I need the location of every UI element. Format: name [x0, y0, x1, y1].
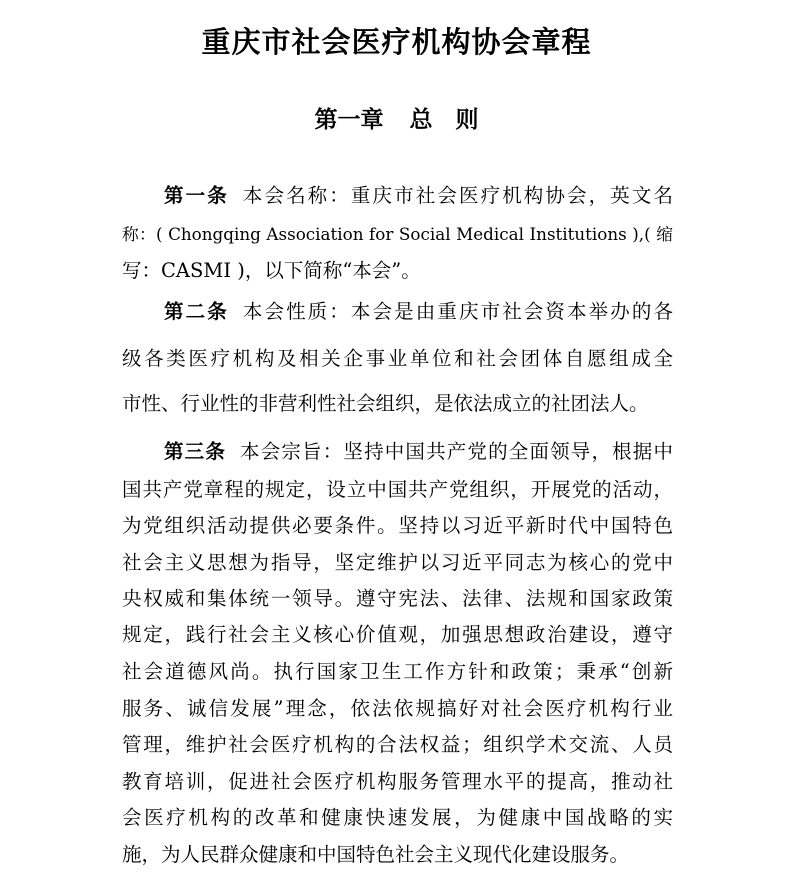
article-2-label: 第二条: [164, 300, 229, 323]
chapter-heading: [0, 102, 793, 138]
article-3-line-5: 央权威和集体统一领导。遵守宪法、法律、法规和国家政策: [122, 587, 673, 610]
article-3-line-8: 服务、诚信发展”理念，依法依规搞好对社会医疗机构行业: [122, 697, 673, 720]
article-3-line-3: 为党组织活动提供必要条件。坚持以习近平新时代中国特色: [122, 514, 673, 537]
article-2-text-1: 本会性质：本会是由重庆市社会资本举办的各: [242, 300, 673, 323]
article-3-line-10: 教育培训，促进社会医疗机构服务管理水平的提高，推动社: [122, 770, 673, 793]
chapter-number: 第一章: [314, 107, 384, 133]
article-1-label: 第一条: [164, 184, 229, 207]
article-3-line-11: 会医疗机构的改革和健康快速发展，为健康中国战略的实: [122, 806, 673, 829]
article-3-line-9: 管理，维护社会医疗机构的合法权益；组织学术交流、人员: [122, 733, 673, 756]
article-2-line-1: [164, 297, 673, 327]
article-3-line-2: 国共产党章程的规定，设立中国共产党组织，开展党的活动，: [122, 478, 673, 501]
article-3-label: 第三条: [164, 440, 227, 463]
article-2-line-3: 市性、行业性的非营利性社会组织，是依法成立的社团法人。: [122, 392, 649, 415]
article-3-text-1: 本会宗旨：坚持中国共产党的全面领导，根据中: [240, 440, 673, 463]
article-1-text-1: 本会名称：重庆市社会医疗机构协会，英文名: [242, 184, 673, 207]
article-3-line-1: [164, 437, 673, 467]
article-1-line-1: [164, 181, 673, 211]
article-3-line-6: 规定，践行社会主义核心价值观，加强思想政治建设，遵守: [122, 623, 673, 646]
article-3-line-4: 社会主义思想为指导，坚定维护以习近平同志为核心的党中: [122, 551, 673, 574]
article-1-line-3: 写：CASMI )，以下简称“本会”。: [122, 259, 421, 282]
document-title: 重庆市社会医疗机构协会章程: [201, 25, 592, 59]
chapter-name: 总 则: [409, 107, 479, 133]
article-1-line-2: 称：( Chongqing Association for Social Medical Institutions ),( 缩: [122, 224, 673, 244]
article-3-line-12: 施，为人民群众健康和中国特色社会主义现代化建设服务。: [122, 843, 630, 866]
article-3-line-7: 社会道德风尚。执行国家卫生工作方针和政策；秉承“创新: [122, 660, 673, 683]
article-2-line-2: 级各类医疗机构及相关企事业单位和社会团体自愿组成全: [122, 347, 673, 370]
